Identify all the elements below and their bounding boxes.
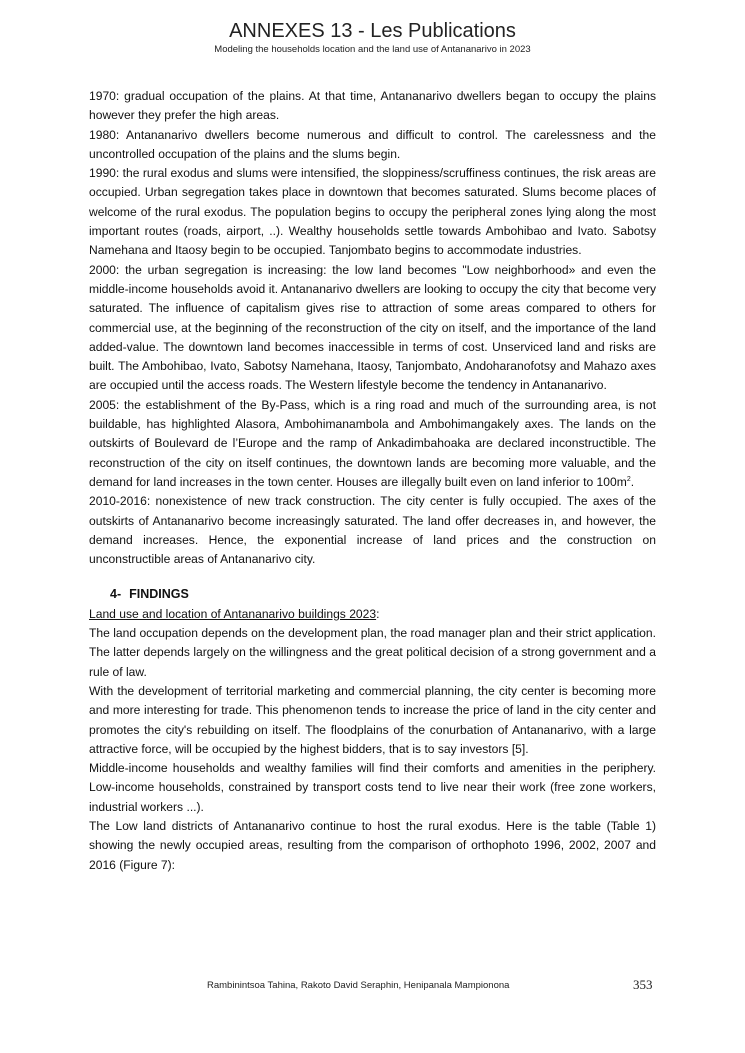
- header-subtitle: Modeling the households location and the land use of Antananarivo in 2023: [214, 44, 531, 55]
- header-title: ANNEXES 13 - Les Publications: [229, 20, 516, 42]
- footer-authors: Rambinintsoa Tahina, Rakoto David Seraphin, Henipanala Mampionona: [207, 980, 510, 991]
- findings-paragraph-1: The land occupation depends on the development plan, the road manager plan and their strict application. The latter depends largely on the willingness and the great political decision of a strong government and a rule of law.: [89, 626, 656, 679]
- subheading: [89, 605, 656, 624]
- subheading-colon: :: [376, 606, 380, 621]
- findings-paragraph-2: With the development of territorial marketing and commercial planning, the city center is becoming more and more interesting for trade. This phenomenon tends to increase the price of land in the city center and promotes the city's rebuilding on itself. The floodplains of the conurbation of Antananarivo, with a large attractive force, will be occupied by the highest bidders, that is to say investors [5].: [89, 683, 656, 756]
- paragraph-1990: 1990: the rural exodus and slums were intensified, the sloppiness/scruffiness continues, the risk areas are occupied. Urban segregation takes place in downtown that becomes saturated. Slums become places of welcome of the rural exodus. The population begins to occupy the peripheral zones lying along the most important routes (roads, airport, ..). Wealthy households settle towards Ambohibao and Ivato. Sabotsy Namehana and Itaosy begin to be occupied. Tanjombato begins to accommodate industries.: [89, 166, 656, 258]
- paragraph-2005: [89, 396, 656, 492]
- paragraph-2000: 2000: the urban segregation is increasing: the low land becomes "Low neighborhood» and even the middle-income households avoid it. Antananarivo dwellers are looking to occupy the city that become very saturated. The influence of capitalism gives rise to attraction of some areas compared to others for commercial use, at the beginning of the reconstruction of the city on itself, and the importance of the land added-value. The downtown land becomes inaccessible in terms of cost. Unserviced land and risks are built. The Ambohibao, Ivato, Sabotsy Namehana, Itaosy, Tanjombato, Andoharanofotsy and Mahazo axes are occupied until the access roads. The Western lifestyle become the tendency in Antananarivo.: [89, 262, 656, 393]
- paragraph-2010-2016: 2010-2016: nonexistence of new track construction. The city center is fully occupied. The axes of the outskirts of Antananarivo become increasingly saturated. The land offer decreases in, and however, the demand increases. Hence, the exponential increase of land prices and the construction on unconstructible areas of Antananarivo city.: [89, 494, 656, 567]
- paragraph-1980: 1980: Antananarivo dwellers become numerous and difficult to control. The carelessness and the uncontrolled occupation of the plains and the slums begin.: [89, 127, 656, 161]
- subheading-text: Land use and location of Antananarivo buildings 2023: [89, 606, 377, 621]
- paragraph-2005-end: .: [630, 474, 635, 489]
- paragraph-1970: 1970: gradual occupation of the plains. At that time, Antananarivo dwellers began to occupy the plains however they prefer the high areas.: [89, 89, 656, 123]
- section-number: 4-: [110, 587, 122, 602]
- findings-paragraph-3: Middle-income households and wealthy families will find their comforts and amenities in the periphery. Low-income households, constrained by transport costs tend to live near their work (free zone workers, industrial workers ...).: [89, 761, 656, 814]
- paragraph-2005-text: 2005: the establishment of the By-Pass, which is a ring road and much of the surrounding area, is not buildable, has highlighted Alasora, Ambohimanambola and Ambohimangakely axes. The lands on the outskirts of Boulevard de l’Europe and the ramp of Ankadimbahoaka are declared inconstructible. The reconstruction of the city on itself continues, the downtown lands are becoming more valuable, and the demand for land increases in the town center. Houses are illegally built even on land inferior to 100m: [89, 397, 656, 489]
- section-title: FINDINGS: [129, 587, 189, 602]
- findings-paragraph-4: The Low land districts of Antananarivo continue to host the rural exodus. Here is the table (Table 1) showing the newly occupied areas, resulting from the comparison of orthophoto 1996, 2002, 2007 and 2016 (Figure 7):: [89, 818, 656, 872]
- body-text: [89, 87, 656, 875]
- superscript-2: 2: [626, 475, 631, 483]
- page-number: 353: [633, 977, 653, 992]
- section-heading-findings: [110, 585, 656, 604]
